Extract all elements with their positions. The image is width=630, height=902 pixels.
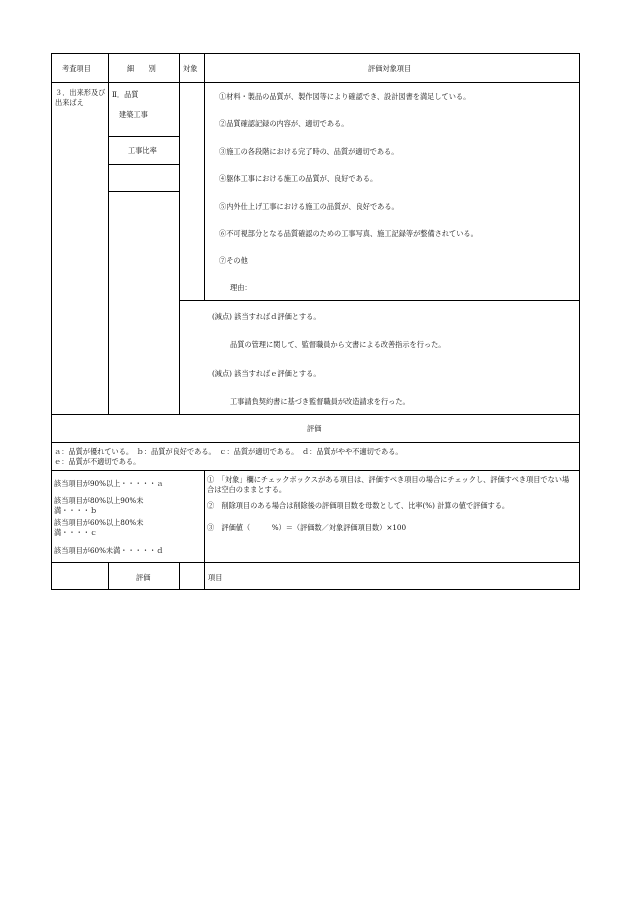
grades-line-2: ｅ：品質が不適切である。 bbox=[54, 457, 141, 466]
criterion-a: 該当項目が90%以上・・・・・ａ bbox=[54, 479, 164, 488]
evaluation-item: ④躯体工事における施工の品質が、良好である。 bbox=[219, 174, 378, 183]
deduction-d-detail: 品質の管理に関して、監督職員から文書による改善指示を行った。 bbox=[230, 340, 446, 349]
criterion-d: 該当項目が60%未満・・・・・ｄ bbox=[54, 546, 164, 555]
footer-evaluation-label: 評価 bbox=[136, 573, 151, 582]
note-3: ③ 評価値（ %）＝（評価数／対象評価項目数）×100 bbox=[207, 523, 407, 532]
ratio-label: 工事比率 bbox=[128, 146, 157, 155]
evaluation-item: ⑥不可視部分となる品質確認のための工事写真、施工記録等が整備されている。 bbox=[219, 229, 478, 238]
evaluation-item-other: ⑦その他 bbox=[219, 256, 248, 265]
subcategory-label: Ⅱ．品質 bbox=[112, 90, 139, 99]
criterion-c: 該当項目が60%以上80%未満・・・・ｃ bbox=[54, 518, 144, 537]
evaluation-item: ①材料・製品の品質が、製作図等により確認でき、設計図書を満足している。 bbox=[219, 92, 471, 101]
deduction-e-detail: 工事請負契約書に基づき監督職員が改造請求を行った。 bbox=[230, 397, 410, 406]
footer-target-cell[interactable] bbox=[181, 566, 203, 586]
header-detail: 細 別 bbox=[127, 64, 156, 73]
note-1: ① 「対象」欄にチェックボックスがある項目は、評価すべき項目の場合にチェックし、評価すべき項目でない場合は空白のままとする。 bbox=[207, 475, 570, 494]
category-label: ３．出来形及び出来ばえ bbox=[55, 88, 106, 107]
header-target: 対象 bbox=[183, 64, 198, 73]
header-evaluation-items: 評価対象項目 bbox=[368, 64, 412, 73]
ratio-value[interactable] bbox=[112, 170, 176, 188]
header-review-item: 考査項目 bbox=[62, 64, 91, 73]
footer-item-label: 項目 bbox=[208, 573, 223, 582]
deduction-e-head: (減点) 該当すればｅ評価とする。 bbox=[212, 369, 321, 378]
note-2: ② 削除項目のある場合は削除後の評価項目数を母数として、比率(%) 計算の値で評価する。 bbox=[207, 501, 510, 510]
evaluation-item: ⑤内外仕上げ工事における施工の品質が、良好である。 bbox=[219, 202, 399, 211]
deduction-d-head: (減点) 該当すればｄ評価とする。 bbox=[212, 312, 321, 321]
evaluation-item: ③施工の各段階における完了時の、品質が適切である。 bbox=[219, 147, 399, 156]
criterion-b: 該当項目が80%以上90%未満・・・・ｂ bbox=[54, 496, 144, 515]
subcategory-sub: 建築工事 bbox=[119, 110, 148, 119]
reason-label: 理由： bbox=[230, 283, 252, 292]
grades-line-1: ａ：品質が優れている。 ｂ：品質が良好である。 ｃ：品質が適切である。 ｄ：品質がやや不適切である。 bbox=[54, 447, 403, 456]
evaluation-title: 評価 bbox=[307, 424, 322, 433]
evaluation-item: ②品質確認記録の内容が、適切である。 bbox=[219, 119, 349, 128]
